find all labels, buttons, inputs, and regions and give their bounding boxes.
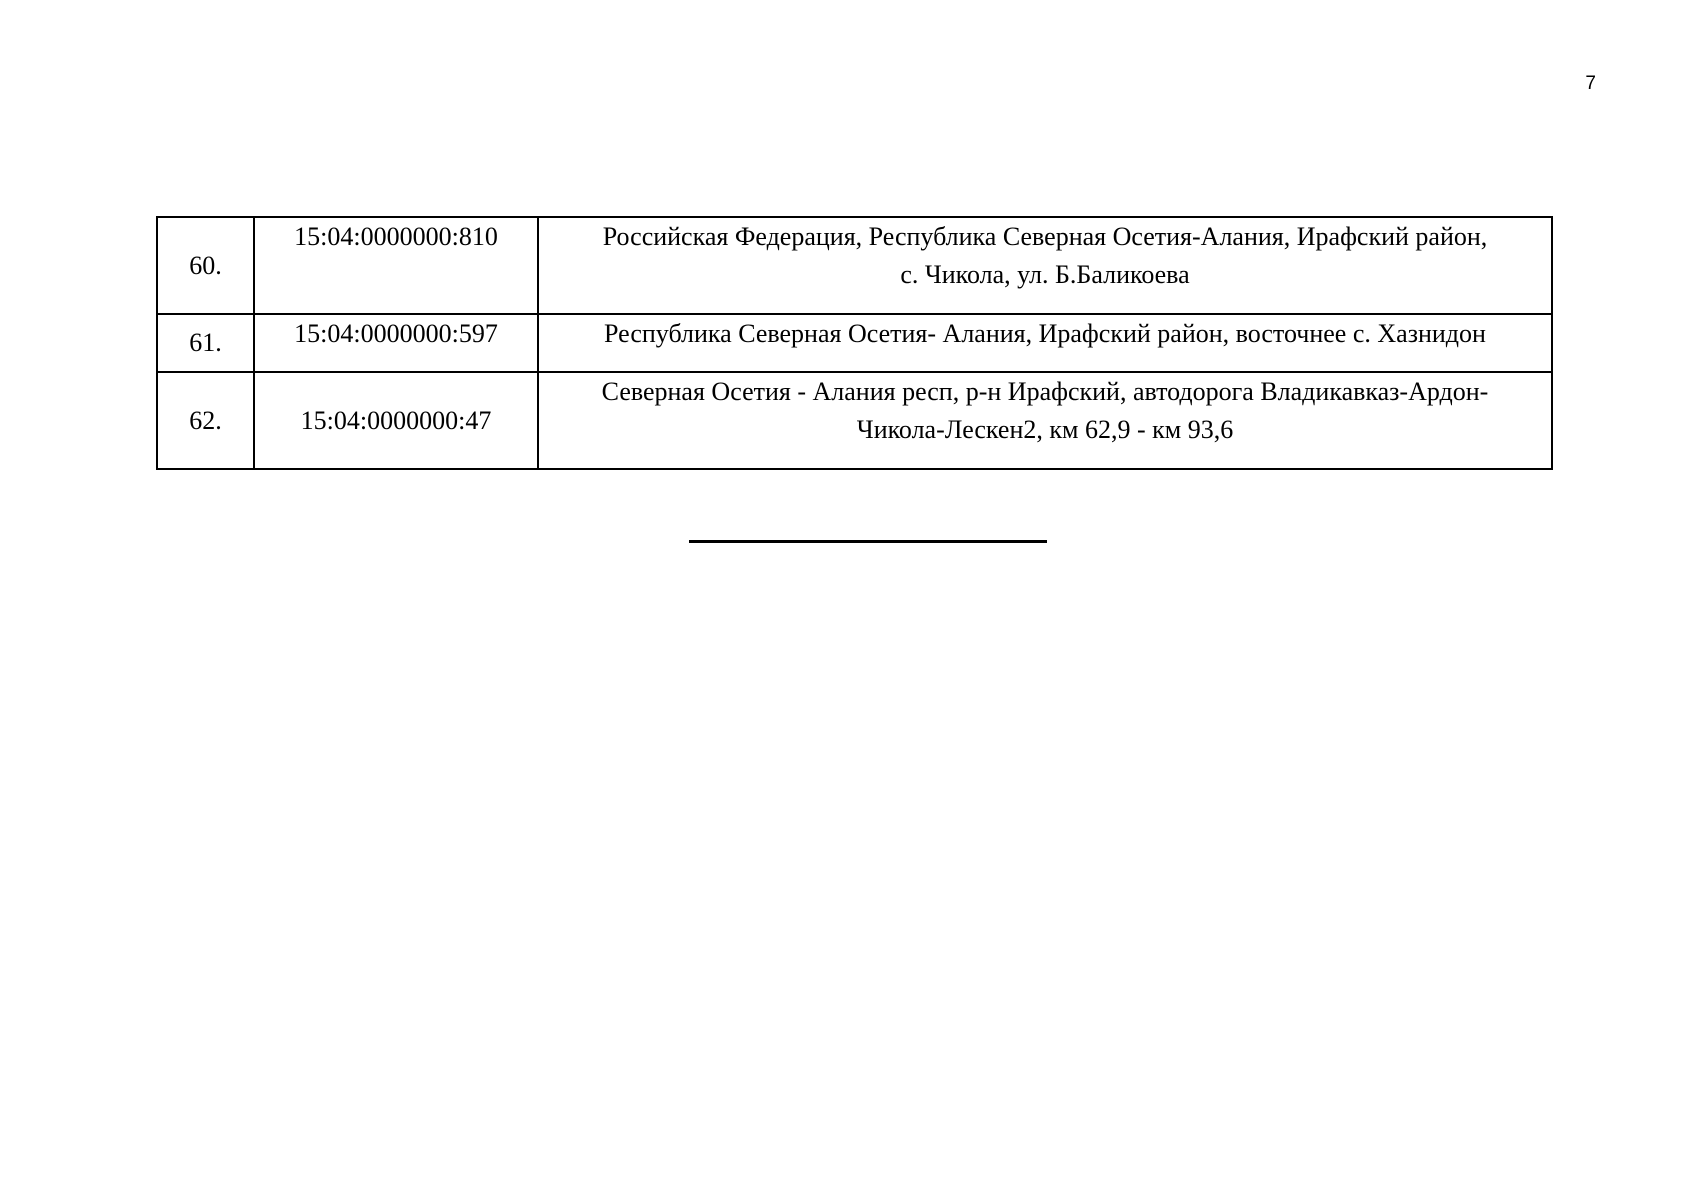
page-number: 7 (1585, 73, 1596, 94)
address-line: Чикола-Лескен2, км 62,9 - км 93,6 (856, 415, 1234, 444)
cadastral-number-cell: 15:04:0000000:597 (254, 314, 538, 372)
row-number-cell: 62. (157, 372, 254, 469)
address-line: Российская Федерация, Республика Северная Осетия-Алания, Ирафский район, (602, 222, 1488, 251)
address-cell (538, 314, 1552, 372)
table-row (157, 372, 1552, 469)
address-line: с. Чикола, ул. Б.Баликоева (900, 260, 1190, 289)
address-line: Республика Северная Осетия- Алания, Ирафский район, восточнее с. Хазнидон (604, 319, 1486, 348)
table-row (157, 217, 1552, 314)
address-line: Северная Осетия - Алания респ, р-н Ирафский, автодорога Владикавказ-Ардон- (601, 377, 1489, 406)
row-number-cell: 61. (157, 314, 254, 372)
address-cell (538, 372, 1552, 469)
end-of-document-rule (689, 540, 1047, 543)
cadastral-number-cell: 15:04:0000000:810 (254, 217, 538, 314)
address-cell (538, 217, 1552, 314)
table-row (157, 314, 1552, 372)
land-plot-table (156, 216, 1553, 470)
row-number-cell: 60. (157, 217, 254, 314)
cadastral-number-cell: 15:04:0000000:47 (254, 372, 538, 469)
